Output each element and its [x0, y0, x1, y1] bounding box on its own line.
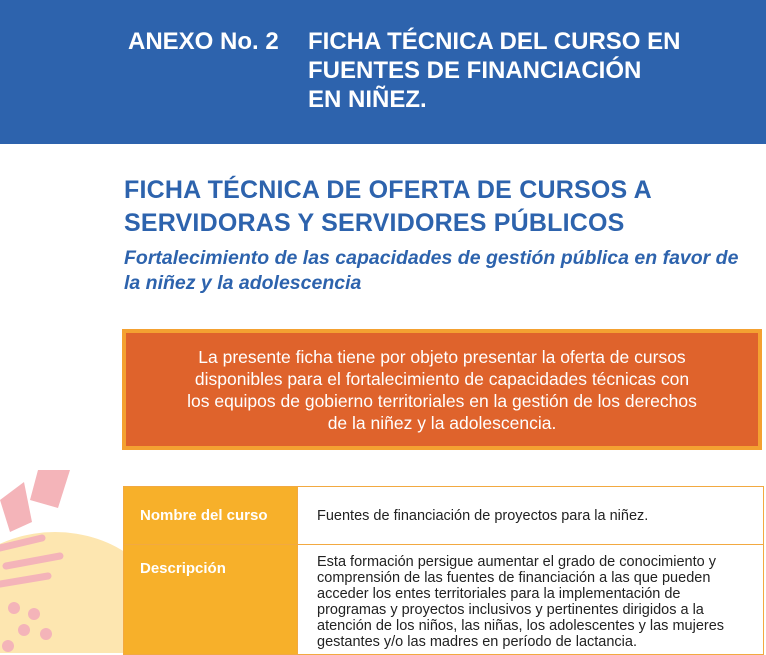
document-subtitle-line: la niñez y la adolescencia: [124, 272, 362, 294]
deco-pink-dot: [2, 640, 14, 652]
course-spec-table: [123, 486, 764, 655]
table-row: [124, 487, 764, 545]
deco-pink-shard: [0, 482, 32, 532]
intro-text: [147, 346, 737, 434]
deco-pink-dot: [8, 602, 20, 614]
intro-line: disponibles para el fortalecimiento de capacidades técnicas con: [194, 368, 690, 389]
row-label: Descripción: [124, 545, 298, 655]
intro-line: La presente ficha tiene por objeto presentar la oferta de cursos: [198, 346, 686, 367]
decorative-illustration: [0, 470, 140, 653]
row-value-line: gestantes y/o las madres en período de lactancia.: [317, 634, 637, 650]
document-title-line: FICHA TÉCNICA DE OFERTA DE CURSOS A: [124, 176, 652, 204]
intro-box: [122, 329, 762, 450]
deco-pink-dot: [18, 624, 30, 636]
document-subtitle-line: Fortalecimiento de las capacidades de gestión pública en favor de: [124, 247, 739, 269]
document-title: [124, 174, 744, 240]
row-value-line: Fuentes de financiación de proyectos para la niñez.: [317, 507, 649, 524]
row-value-line: atención de los niños, las niñas, los adolescentes y las mujeres: [317, 618, 725, 634]
annex-title-line: FUENTES DE FINANCIACIÓN: [308, 57, 642, 84]
table-row: [124, 545, 764, 655]
annex-title-line: FICHA TÉCNICA DEL CURSO EN: [308, 28, 681, 55]
deco-pink-dot: [28, 608, 40, 620]
intro-line: los equipos de gobierno territoriales en la gestión de los derechos: [187, 390, 697, 411]
row-value: [298, 487, 764, 545]
row-value-line: acceder los entes territoriales para la implementación de: [317, 586, 681, 602]
document-subtitle: [124, 246, 764, 296]
row-label: Nombre del curso: [124, 487, 298, 545]
annex-label: ANEXO No. 2: [128, 28, 279, 55]
document-title-line: SERVIDORAS Y SERVIDORES PÚBLICOS: [124, 209, 625, 237]
row-value-line: programas y proyectos inclusivos y pertinentes dirigidos a la: [317, 602, 704, 618]
row-value-line: comprensión de las fuentes de financiación a las que pueden: [317, 570, 711, 586]
row-value: [298, 545, 764, 655]
annex-title-line: EN NIÑEZ.: [308, 86, 427, 113]
header-band: [0, 0, 766, 144]
annex-title: [308, 27, 748, 114]
deco-pink-shard: [30, 470, 70, 508]
intro-line: de la niñez y la adolescencia.: [327, 412, 557, 433]
row-value-line: Esta formación persigue aumentar el grado de conocimiento y: [317, 554, 716, 570]
deco-pink-dot: [40, 628, 52, 640]
